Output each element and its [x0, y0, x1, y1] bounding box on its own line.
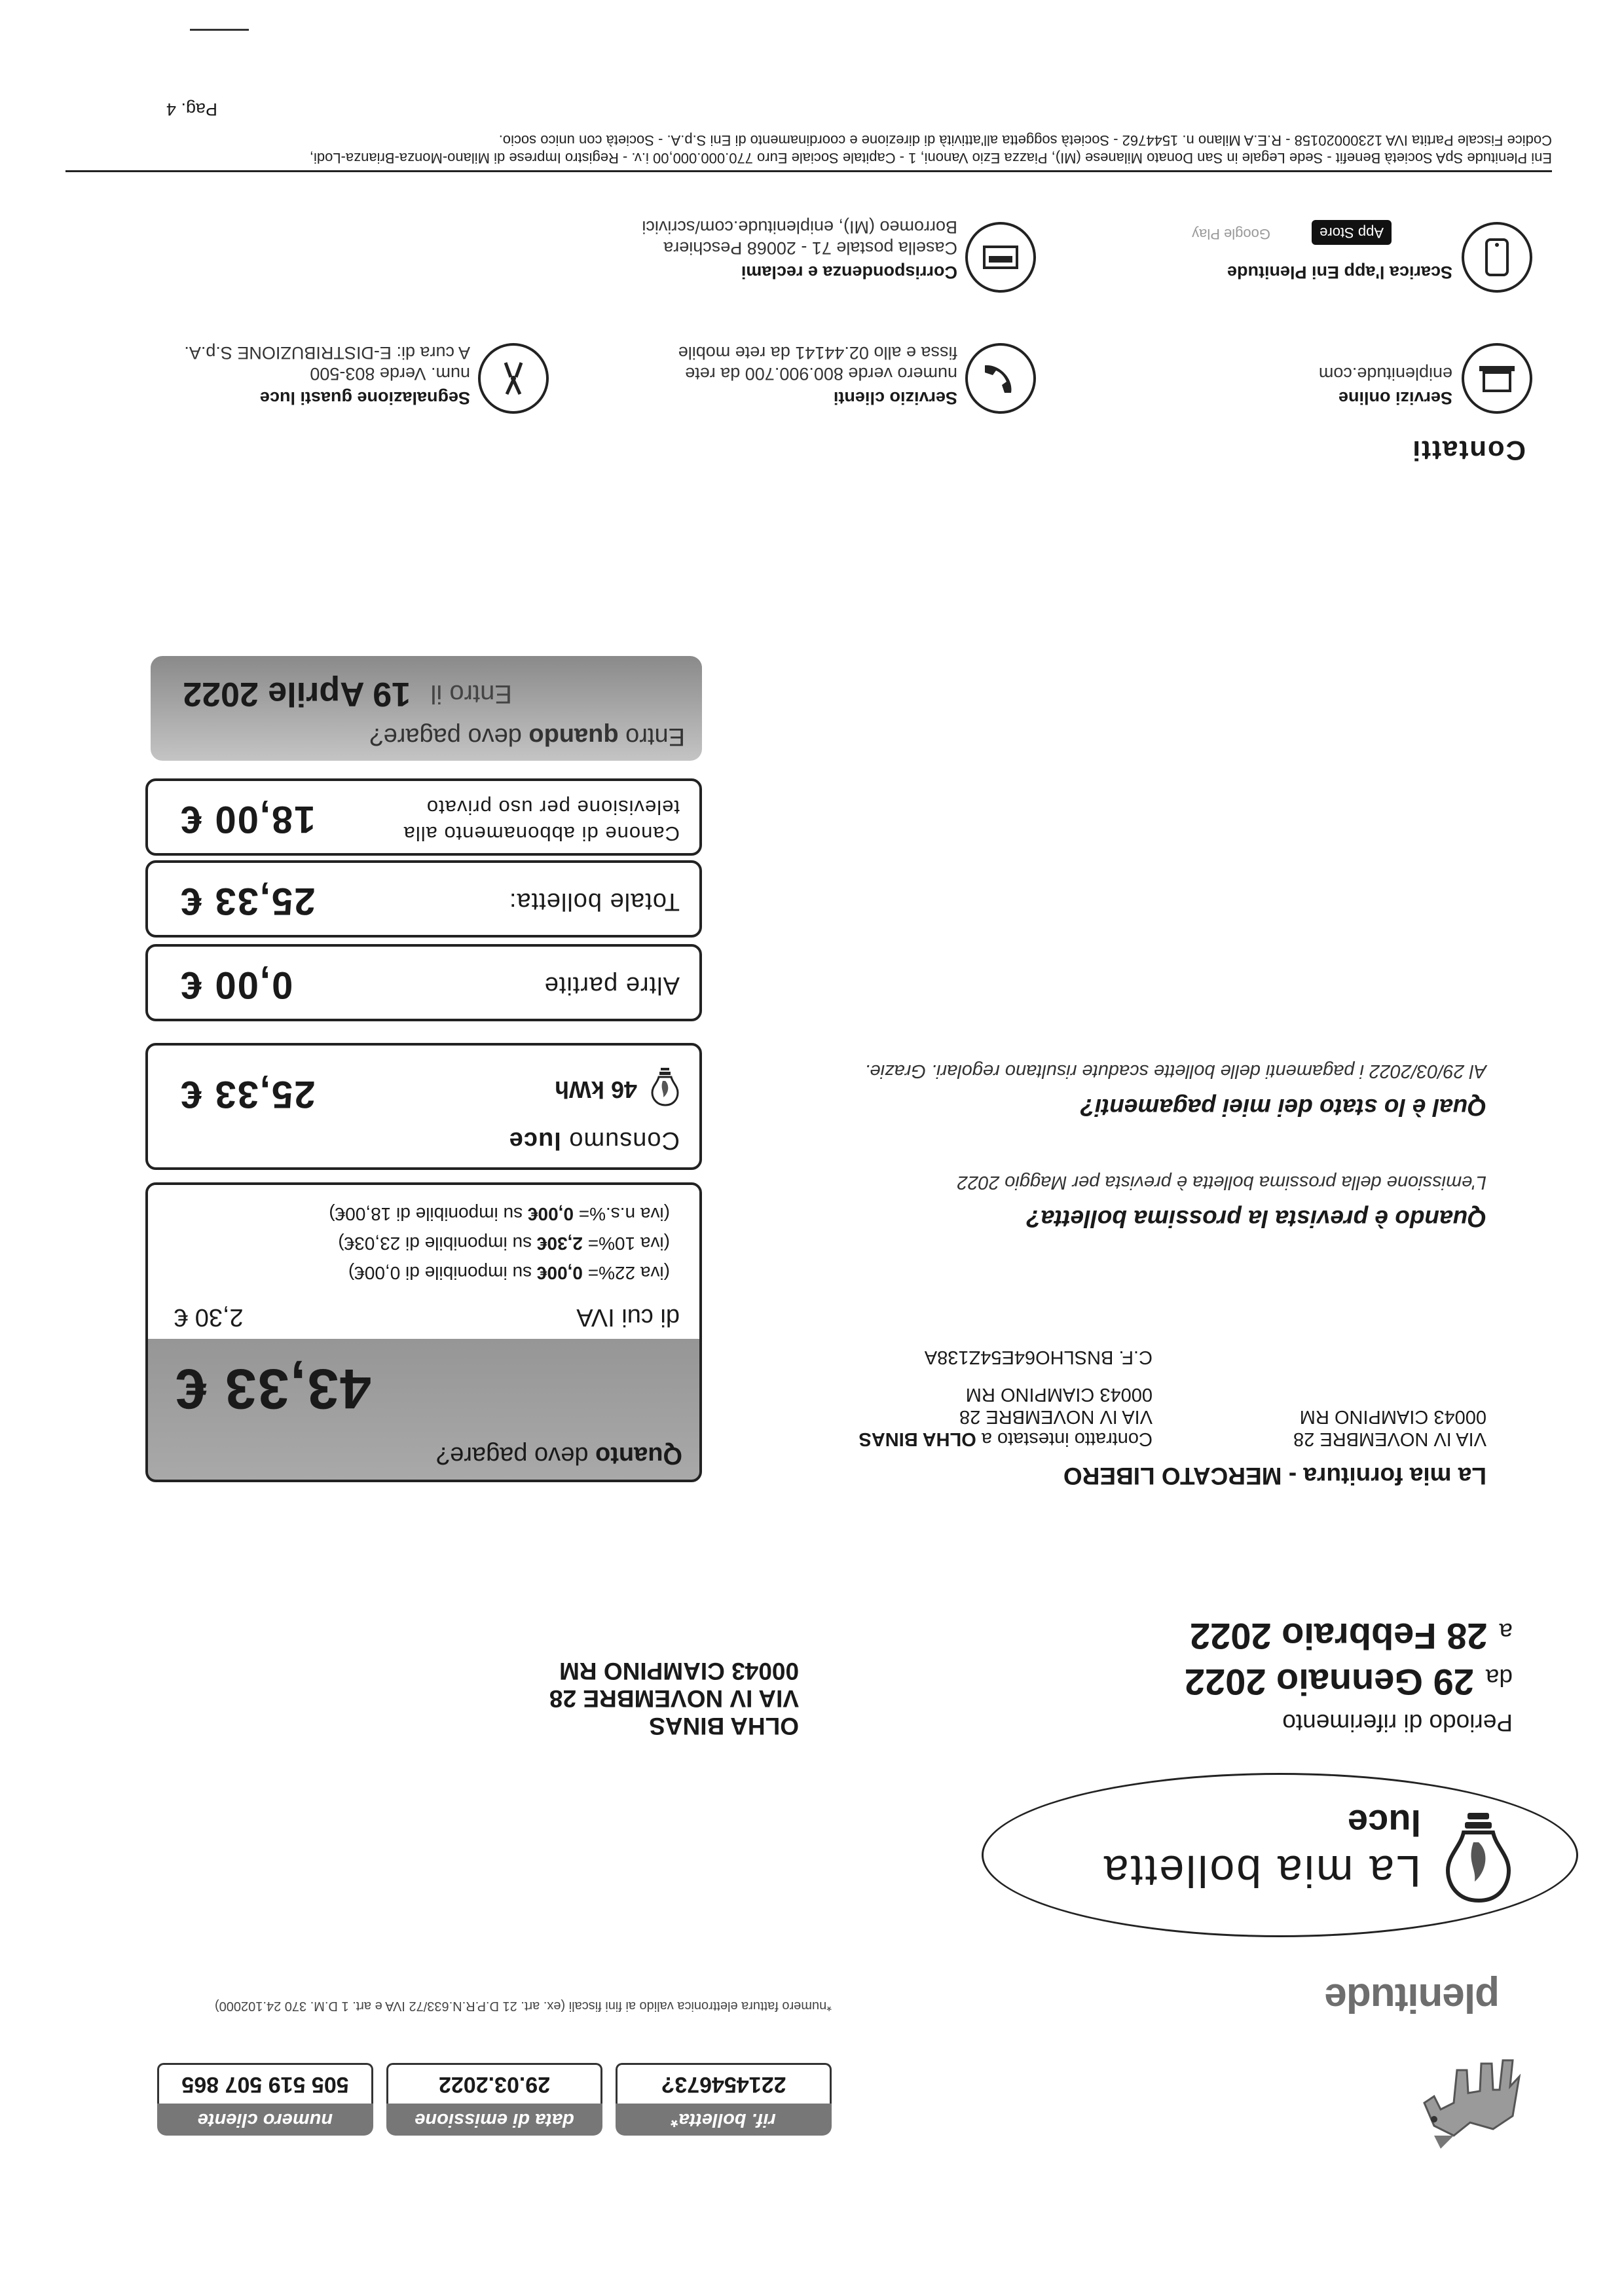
consumption-label-bold: luce [508, 1127, 561, 1154]
customer-number-value: 505 519 507 865 [157, 2063, 373, 2104]
vat-line-amount: 0,00€ [536, 1263, 583, 1283]
vat-total: 2,30 € [174, 1303, 244, 1331]
total-amount: 43,33 € [174, 1357, 371, 1420]
addressee-city: 00043 CIAMPINO RM [559, 1658, 799, 1685]
light-bulb-icon [650, 1066, 680, 1107]
vat-line [338, 1233, 670, 1254]
legal-notice [310, 132, 1552, 167]
vat-line [348, 1262, 670, 1283]
tv-licence-amount: 18,00 € [179, 798, 316, 841]
mail-address-2: Borromeo (MI), eniplenitude.com/scrivici [642, 217, 957, 237]
online-services-link[interactable]: eniplenitude.com [1318, 364, 1452, 384]
bill-title: La mia bolletta [1101, 1846, 1421, 1896]
bill-total-label: Totale bolletta: [508, 888, 680, 915]
smartphone-icon [1484, 238, 1510, 277]
mail-title: Corrispondenza e reclami [741, 263, 957, 282]
customer-service-circle [965, 343, 1036, 414]
fault-report-circle [478, 343, 549, 414]
pliers-icon [495, 360, 532, 397]
period-from-prefix: da [1485, 1664, 1513, 1691]
due-prefix: Entro il [430, 680, 512, 708]
amount-due-box [145, 1182, 702, 1482]
issue-date-value: 29.03.2022 [386, 2063, 602, 2104]
other-items-box [145, 944, 702, 1021]
bill-ref-value: 221454673? [616, 2063, 832, 2104]
bill-ref-label: rif. bolletta* [616, 2104, 832, 2136]
consumption-label-pre: Consumo [568, 1127, 680, 1154]
customer-service-phone: numero verde 800.900.700 da rete [685, 364, 957, 384]
vat-line-suffix: su imponibile di 23,03€) [338, 1233, 532, 1254]
consumption-amount: 25,33 € [179, 1073, 316, 1116]
contract-holder-name: OLHA BINAS [858, 1429, 976, 1449]
supply-street: VIA IV NOVEMBRE 28 [1293, 1429, 1486, 1449]
period-from-date: 29 Gennaio 2022 [1184, 1662, 1474, 1703]
invoice-footnote: *numero fattura elettronica valido ai fini fiscali (ex. art. 21 D.P.R.N.633/72 IVA e art. 1 D.M. 370 24.102000) [215, 1999, 832, 2013]
due-question-rest: devo pagare? [369, 723, 522, 750]
supply-address [1293, 1406, 1486, 1450]
footer-divider [65, 170, 1552, 172]
period-to-prefix: a [1499, 1618, 1513, 1645]
online-services-circle [1462, 343, 1532, 414]
payments-question: Qual è lo stato dei miei pagamenti? [1080, 1094, 1486, 1121]
contract-holder-city: 00043 CIAMPINO RM [965, 1384, 1153, 1405]
bill-total-amount: 25,33 € [179, 880, 316, 922]
addressee-block [549, 1657, 799, 1740]
brand-name: plenitude [1325, 1975, 1500, 2020]
vat-line-prefix: (iva 22%= [587, 1263, 670, 1283]
six-legged-dog-logo-icon [1411, 2041, 1532, 2155]
payments-answer: Al 29/03/2022 i pagamenti delle bollette scadute risultano regolari. Grazie. [864, 1061, 1486, 1082]
vat-line-prefix: (iva 10%= [587, 1233, 670, 1254]
bill-ref-column [616, 2063, 832, 2136]
due-question-pre: Entro [625, 723, 685, 750]
vat-line-prefix: (iva n.s.%= [578, 1204, 670, 1224]
fault-report-title: Segnalazione guasti luce [259, 388, 470, 408]
app-circle [1462, 222, 1532, 293]
customer-service-title: Servizio clienti [833, 388, 957, 408]
bill-reference-table [157, 2063, 832, 2136]
next-bill-question: Quando è prevista la prossima bolletta? [1025, 1205, 1486, 1232]
amount-question-bold: Quanto [595, 1442, 682, 1469]
tv-licence-box [145, 778, 702, 856]
next-bill-answer: L'emissione della prossima bolletta è prevista per Maggio 2022 [957, 1172, 1486, 1193]
addressee-name: OLHA BINAS [649, 1713, 799, 1740]
fault-report-operator: A cura di: E-DISTRIBUZIONE S.p.A. [184, 343, 470, 363]
contacts-title: Contatti [1411, 435, 1526, 466]
fault-report-phone: num. Verde 803-500 [310, 364, 470, 384]
page-number: Pag. 4 [166, 100, 217, 119]
due-date: 19 Aprile 2022 [183, 675, 411, 713]
vat-line [329, 1203, 670, 1224]
app-title: Scarica l'app Eni Plenitude [1227, 263, 1452, 282]
legal-line: Codice Fiscale Partita IVA 12300020158 - R.E.A Milano n. 1544762 - Società soggetta all'attività di direzione e coordinamento di Eni S.p.A. - Società con unico socio. [498, 132, 1552, 149]
issue-date-label: data di emissione [386, 2104, 602, 2136]
consumption-label [509, 1126, 680, 1154]
vat-details [148, 1185, 699, 1339]
tv-licence-line1: Canone di abbonamento alla [403, 822, 680, 845]
contract-holder-street: VIA IV NOVEMBRE 28 [959, 1406, 1153, 1427]
other-items-label: Altre partite [544, 972, 680, 999]
period-to-date: 28 Febbraio 2022 [1189, 1616, 1488, 1657]
mail-address-1: Casella postale 71 - 20068 Peschiera [663, 238, 957, 258]
contract-holder-prefix: Contratto intestato a [981, 1429, 1153, 1449]
letter-icon [982, 243, 1019, 272]
bill-subtitle: luce [1347, 1802, 1421, 1844]
supply-title: La mia fornitura - MERCATO LIBERO [1063, 1463, 1486, 1489]
period-label: Periodo di riferimento [1282, 1709, 1513, 1736]
vat-line-amount: 2,30€ [536, 1233, 583, 1254]
tax-code: C.F. BNSLHO64E54Z138A [924, 1347, 1153, 1368]
amount-question-rest: devo pagare? [436, 1442, 589, 1469]
consumption-kwh: 46 kWh [554, 1076, 637, 1103]
supply-city: 00043 CIAMPINO RM [1299, 1406, 1486, 1427]
due-question [151, 722, 702, 761]
tv-licence-line2: televisione per uso privato [426, 796, 680, 819]
pen-mark [190, 29, 249, 31]
vat-label: di cui IVA [576, 1303, 680, 1331]
phone-icon [982, 360, 1019, 397]
issue-date-column [386, 2063, 602, 2136]
app-store-badge[interactable]: App Store [1312, 220, 1392, 245]
contract-holder [858, 1383, 1153, 1450]
addressee-street: VIA IV NOVEMBRE 28 [549, 1685, 799, 1712]
laptop-icon [1477, 362, 1517, 395]
mail-circle [965, 222, 1036, 293]
online-services-title: Servizi online [1338, 388, 1452, 408]
google-play-badge[interactable]: Google Play [1192, 226, 1270, 242]
consumption-box [145, 1043, 702, 1170]
period-from [1185, 1661, 1513, 1704]
amount-question [148, 1441, 699, 1480]
vat-line-suffix: su imponibile di 18,00€) [329, 1204, 523, 1224]
vat-line-suffix: su imponibile di 0,00€) [348, 1263, 532, 1283]
other-items-amount: 0,00 € [179, 964, 293, 1006]
bill-total-box [145, 860, 702, 938]
period-to [1190, 1615, 1513, 1658]
customer-number-column [157, 2063, 373, 2136]
legal-line: Eni Plenitude SpA Società Benefit - Sede Legale in San Donato Milanese (MI), Piazza Ezio Vanoni, 1 - Capitale Sociale Euro 770.000.000,00 i.v. - Registro Imprese di Milano-Monza-Brianza-Lodi, [309, 150, 1552, 166]
due-date-box [151, 656, 702, 761]
vat-line-amount: 0,00€ [527, 1204, 574, 1224]
light-bulb-icon [1444, 1806, 1513, 1904]
customer-number-label: numero cliente [157, 2104, 373, 2136]
due-question-bold: quando [528, 723, 619, 750]
customer-service-mobile: fissa e allo 02.44141 da rete mobile [678, 343, 957, 363]
